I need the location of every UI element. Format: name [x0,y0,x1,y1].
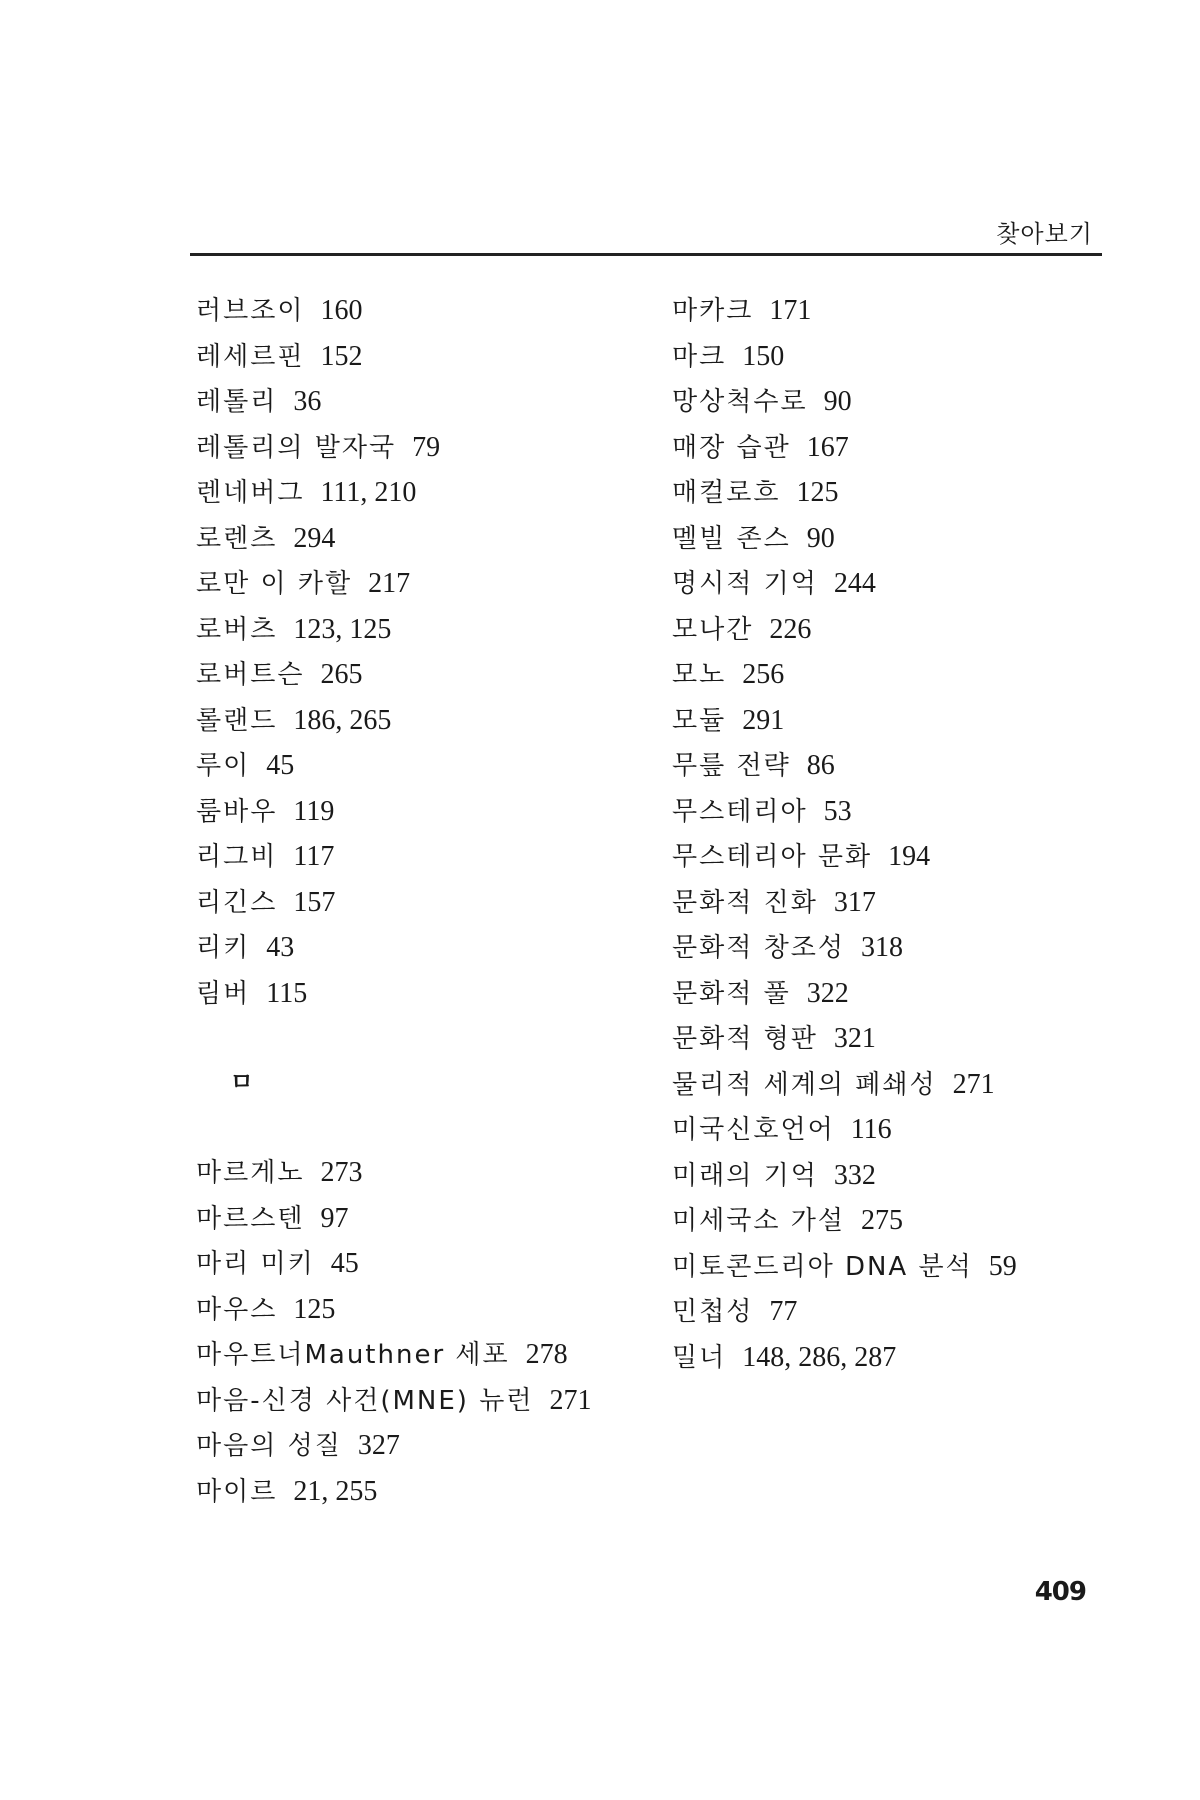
index-term: 문화적 형판 [672,1024,818,1054]
index-term: 문화적 진화 [672,887,818,918]
index-term: 마우트너Mauthner 세포 [196,1340,510,1370]
index-entry [196,1469,591,1515]
index-entry [196,607,440,653]
index-term: 민첩성 [672,1297,754,1327]
index-entry [672,1289,1017,1335]
index-term: 무스테리아 [672,796,808,827]
index-page-refs: 45 [330,1248,359,1279]
index-page-refs: 317 [833,886,876,918]
index-term: 미토콘드리아 DNA 분석 [672,1251,973,1282]
index-entry [672,1335,1017,1381]
index-page-refs: 217 [368,568,411,599]
index-term: 문화적 풀 [672,978,791,1009]
index-entry [672,1198,1017,1244]
index-page-refs: 77 [769,1296,798,1327]
index-page-refs: 273 [320,1157,363,1188]
index-page-refs: 116 [850,1114,892,1145]
index-term: 마리 미키 [196,1249,315,1279]
index-page-refs: 90 [823,386,852,417]
index-entry [196,516,440,562]
index-term: 마르스텐 [196,1203,305,1234]
index-term: 망상척수로 [672,387,808,417]
running-head: 찾아보기 [996,220,1093,248]
index-term: 미국신호언어 [672,1115,835,1145]
index-column-left-bottom [196,1150,591,1514]
index-column-right [672,288,1017,1380]
index-page-refs: 318 [860,932,903,963]
index-term: 리긴스 [196,887,278,918]
index-entry [672,607,1017,653]
index-page-refs: 125 [796,477,839,508]
index-entry [672,743,1017,789]
index-entry [672,925,1017,971]
index-entry [196,470,440,516]
index-entry [196,1423,591,1469]
index-entry [672,1062,1017,1108]
index-page-refs: 45 [266,750,295,781]
index-entry [196,652,440,698]
index-entry [196,698,440,744]
index-entry [672,379,1017,425]
index-term: 모듈 [672,705,727,736]
index-page-refs: 278 [525,1339,568,1370]
index-entry [196,379,440,425]
index-entry [196,1332,591,1378]
index-term: 로렌츠 [196,523,278,554]
index-entry [196,971,440,1017]
index-entry [196,834,440,880]
index-entry [196,425,440,471]
index-page-refs: 86 [806,750,835,781]
index-term: 롤랜드 [196,705,278,736]
index-term: 렌네버그 [196,478,305,508]
index-page-refs: 97 [320,1202,349,1234]
index-page-refs: 53 [823,795,852,827]
index-page-refs: 59 [988,1250,1017,1282]
index-term: 루이 [196,751,251,781]
index-entry [196,925,440,971]
index-page-refs: 167 [806,431,849,463]
section-heading: ㅁ [230,1068,254,1096]
index-page-refs: 36 [293,386,322,417]
index-entry [196,561,440,607]
index-entry [672,698,1017,744]
index-entry [196,1378,591,1424]
index-page-refs: 194 [888,841,931,872]
index-term: 마르게노 [196,1158,305,1188]
header-rule [190,253,1102,256]
index-page-refs: 111, 210 [320,477,417,508]
index-page-refs: 265 [320,659,363,690]
index-page-refs: 171 [769,295,812,326]
index-page-refs: 294 [293,522,336,554]
index-page-refs: 244 [833,568,876,599]
index-entry [672,561,1017,607]
index-page-refs: 160 [320,295,363,326]
index-page-refs: 275 [860,1205,903,1236]
page-number: 409 [1034,1577,1086,1607]
index-page-refs: 321 [833,1023,876,1054]
index-term: 로버츠 [196,614,278,645]
index-term: 모노 [672,660,727,690]
index-entry [672,1244,1017,1290]
index-page-refs: 43 [266,932,295,963]
index-page-refs: 157 [293,886,336,918]
index-term: 미래의 기억 [672,1160,818,1191]
index-term: 멜빌 존스 [672,523,791,554]
index-page-refs: 226 [769,613,812,645]
index-entry [672,971,1017,1017]
index-column-left-top [196,288,440,1016]
index-page-refs: 271 [549,1384,592,1416]
index-page-refs: 21, 255 [293,1475,378,1507]
index-entry [672,425,1017,471]
index-entry [672,652,1017,698]
index-entry [672,789,1017,835]
index-term: 미세국소 가설 [672,1206,845,1236]
index-term: 마크 [672,341,727,372]
index-page-refs: 148, 286, 287 [742,1341,897,1373]
index-entry [672,880,1017,926]
index-term: 마이르 [196,1476,278,1507]
index-term: 모나간 [672,614,754,645]
index-term: 매장 습관 [672,432,791,463]
index-term: 로만 이 카할 [196,569,353,599]
index-page-refs: 119 [293,795,335,827]
index-entry [672,1016,1017,1062]
index-page-refs: 125 [293,1293,336,1325]
index-term: 마우스 [196,1294,278,1325]
index-entry [672,1107,1017,1153]
index-entry [196,743,440,789]
index-term: 레세르핀 [196,341,305,372]
index-page-refs: 291 [742,704,785,736]
index-entry [196,1287,591,1333]
index-entry [196,288,440,334]
index-term: 레톨리 [196,387,278,417]
index-page-refs: 322 [806,977,849,1009]
index-term: 밀너 [672,1342,727,1373]
index-page-refs: 117 [293,841,335,872]
index-entry [196,334,440,380]
index-term: 매컬로흐 [672,478,781,508]
index-page-refs: 332 [833,1159,876,1191]
index-entry [672,334,1017,380]
index-page-refs: 186, 265 [293,704,392,736]
index-term: 러브조이 [196,296,305,326]
index-term: 리그비 [196,842,278,872]
index-entry [196,880,440,926]
index-term: 림버 [196,978,251,1009]
index-page-refs: 90 [806,522,835,554]
index-entry [672,1153,1017,1199]
index-term: 룸바우 [196,796,278,827]
index-term: 마음의 성질 [196,1431,342,1461]
index-term: 레톨리의 발자국 [196,432,397,463]
index-entry [196,1241,591,1287]
index-entry [196,789,440,835]
index-page-refs: 271 [952,1068,995,1100]
index-page-refs: 256 [742,659,785,690]
index-entry [672,834,1017,880]
index-page-refs: 115 [266,977,308,1009]
index-term: 무릎 전략 [672,751,791,781]
index-term: 명시적 기억 [672,569,818,599]
index-term: 리키 [196,933,251,963]
index-entry [672,516,1017,562]
index-entry [196,1196,591,1242]
index-term: 물리적 세계의 폐쇄성 [672,1069,937,1100]
index-page-refs: 150 [742,340,785,372]
index-page-refs: 123, 125 [293,613,392,645]
index-term: 문화적 창조성 [672,933,845,963]
index-page-refs: 152 [320,340,363,372]
index-entry [196,1150,591,1196]
index-term: 마카크 [672,296,754,326]
index-page-refs: 79 [412,431,441,463]
index-page-refs: 327 [357,1430,400,1461]
index-term: 로버트슨 [196,660,305,690]
index-entry [672,288,1017,334]
index-term: 무스테리아 문화 [672,842,873,872]
index-term: 마음-신경 사건(MNE) 뉴런 [196,1385,534,1416]
index-entry [672,470,1017,516]
